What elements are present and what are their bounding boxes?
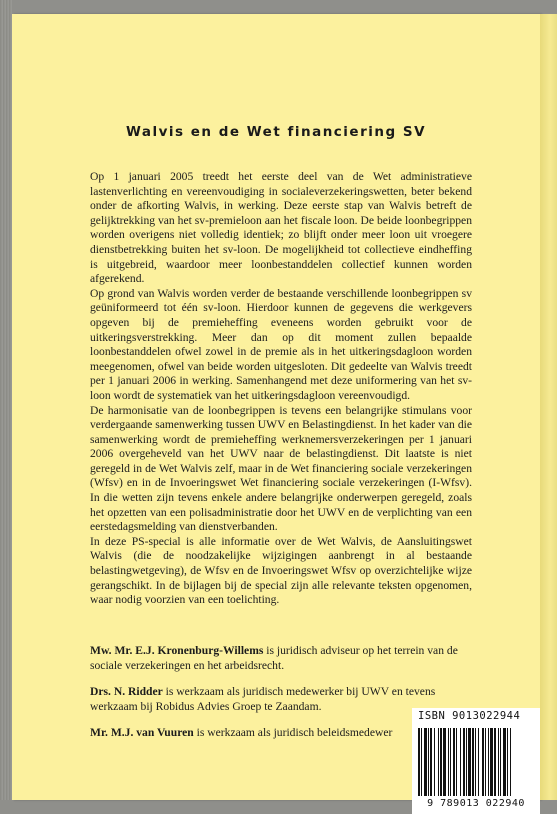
blurb-paragraph: In deze PS-special is alle informatie over de Wet Walvis, de Aansluitingswet Walvis (die de noodzakelijke wijzigingen aanbrengt in al bestaande belastingwetgeving), de Wfsv en de Invoeringswet Wfsv op overzichtelijke wijze gerangschikt. In de bijlagen bij de special zijn alle relevante teksten opgenomen, waar nodig voorzien van een toelichting.: [90, 534, 472, 607]
barcode-bar: [488, 728, 489, 796]
author-bio: is juridisch adviseur op het terrein van de sociale verzekeringen en het arbeidsrecht.: [90, 644, 458, 672]
barcode-bar: [450, 728, 451, 796]
blurb-text: [90, 170, 472, 608]
barcode-bar: [490, 728, 493, 796]
barcode-bar: [418, 728, 420, 796]
barcode-bar: [453, 728, 455, 796]
barcode-bar: [507, 728, 508, 796]
book-spine: [540, 14, 557, 800]
barcode-bar: [466, 728, 467, 796]
barcode-bar: [440, 728, 442, 796]
book-back-cover: [12, 14, 540, 809]
barcode-bar: [494, 728, 496, 796]
barcode-bar: [443, 728, 446, 796]
author-bio: is werkzaam als juridisch beleidsmedewer: [193, 726, 393, 740]
author-bio: is werkzaam als juridisch medewerker bij UWV en tevens werkzaam bij Robidus Advies Groep te Zaandam.: [90, 685, 436, 713]
barcode-bar: [475, 728, 476, 796]
barcode-bar: [460, 728, 461, 796]
author-entry: [90, 644, 472, 673]
page-edge: [0, 0, 12, 800]
barcode-bar: [510, 728, 511, 796]
barcode-bar: [472, 728, 474, 796]
barcode-number: 9 789013 022940: [427, 798, 525, 809]
isbn-text: ISBN 9013022944: [418, 710, 521, 722]
barcode-bar: [463, 728, 465, 796]
barcode-bar: [434, 728, 435, 796]
barcode-bar: [430, 728, 432, 796]
barcode-bars: [418, 728, 534, 796]
barcode-label: [412, 708, 540, 814]
author-name: Mr. M.J. van Vuuren: [90, 726, 194, 740]
barcode-bar: [498, 728, 499, 796]
author-name: Drs. N. Ridder: [90, 685, 163, 699]
barcode-bar: [438, 728, 439, 796]
barcode-bar: [421, 728, 422, 796]
blurb-paragraph: Op grond van Walvis worden verder de bestaande verschillende loonbegrippen sv geüniformeerd tot één sv-loon. Hierdoor kunnen de gegevens die werkgevers opgeven bij de premieheffing eveneens worden gebruikt voor de uitkeringsverstrekking. Meer dan op dit moment zullen bepaalde loonbestanddelen ofwel zowel in de premie als in het uitkeringsdagloon worden meegenomen, ofwel van beide worden uitgesloten. Dit gedeelte van Walvis treedt per 1 januari 2006 in werking. Samenhangend met deze uniformering van het sv-loon wordt de systematiek van het uitkeringsdagloon vereenvoudigd.: [90, 286, 472, 402]
barcode-bar: [468, 728, 471, 796]
blurb-paragraph: De harmonisatie van de loonbegrippen is tevens een belangrijke stimulans voor verdergaande samenwerking tussen UWV en Belastingdienst. In het kader van die samenwerking wordt de premieheffing werknemersverzekeringen per 1 januari 2006 overgeheveld van het UWV naar de belastingdienst. Dit laatste is niet geregeld in de Wet Walvis zelf, maar in de Wet financiering sociale verzekeringen (Wfsv) en in de Invoeringswet Wet financiering sociale verzekeringen (I-Wfsv). In die wetten zijn tevens enkele andere belangrijke onderwerpen geregeld, zoals het opzetten van een polisadministratie door het UWV en de verplichting van een eerstedagsmelding van dienstverbanden.: [90, 403, 472, 534]
barcode-bar: [428, 728, 429, 796]
barcode-bar: [448, 728, 449, 796]
barcode-bar: [456, 728, 457, 796]
cover-title: Walvis en de Wet financiering SV: [125, 124, 427, 140]
author-name: Mw. Mr. E.J. Kronenburg-Willems: [90, 644, 264, 657]
barcode-bar: [485, 728, 486, 796]
blurb-paragraph: Op 1 januari 2005 treedt het eerste deel van de Wet administratieve lastenverlichting en vereenvoudiging in socialeverzekeringswetten, beter bekend onder de afkorting Walvis, in werking. Deze eerste stap van Walvis betreft de gelijktrekking van het sv-premieloon aan het fiscale loon. De beide loonbegrippen worden overigens niet volledig identiek; zo blijft onder meer loon uit vroegere dienstbetrekking buiten het sv-loon. De mogelijkheid tot collectieve eindheffing is uitgebreid, waardoor meer loonbestanddelen collectief kunnen worden afgerekend.: [90, 170, 472, 286]
barcode-bar: [478, 728, 479, 796]
barcode-bar: [482, 728, 484, 796]
barcode-bar: [500, 728, 501, 796]
barcode-bar: [424, 728, 427, 796]
barcode-bar: [503, 728, 506, 796]
